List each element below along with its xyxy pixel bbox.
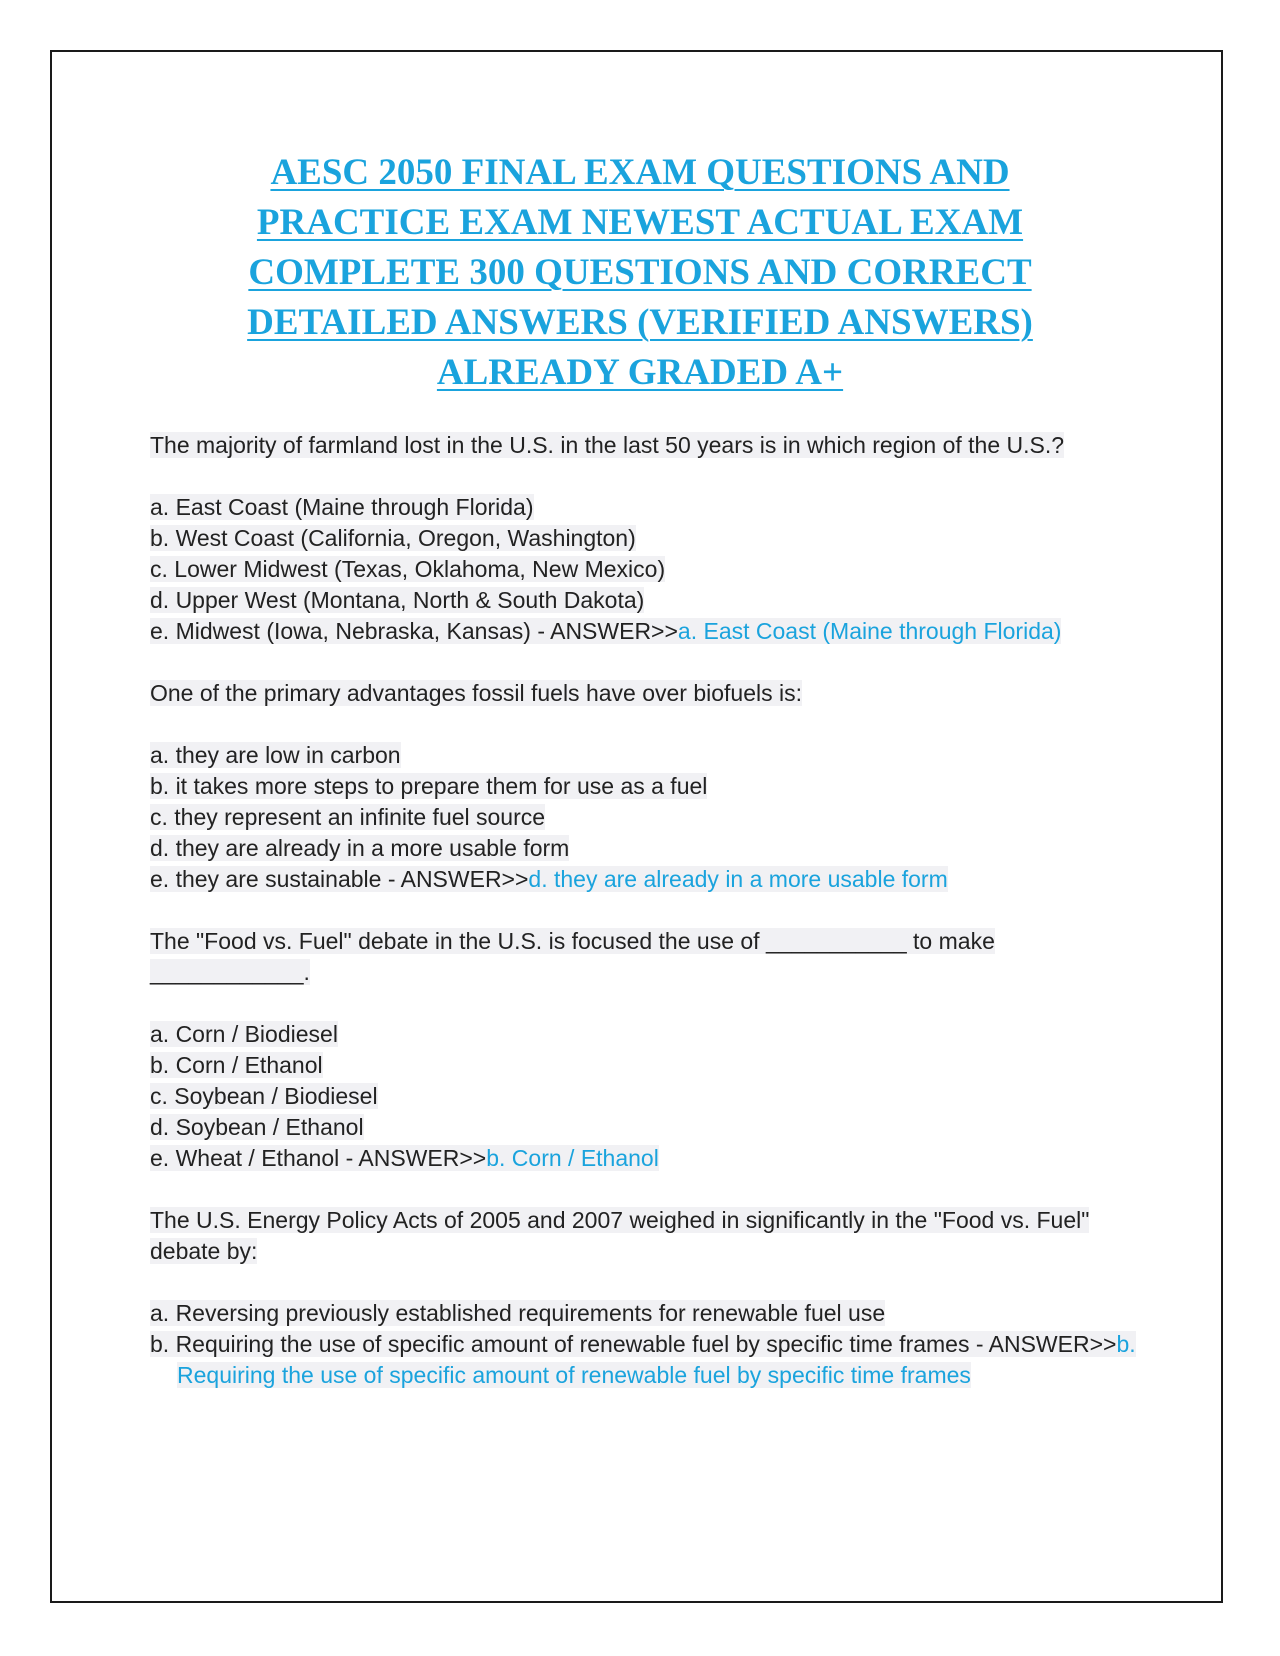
option: c. Soybean / Biodiesel (150, 1083, 378, 1109)
document-title (150, 148, 1130, 398)
question-list (150, 430, 1140, 1422)
option: a. Reversing previously established requirements for renewable fuel use (150, 1300, 886, 1326)
title-line-1: AESC 2050 FINAL EXAM QUESTIONS AND (270, 152, 1010, 193)
option-with-answer: e. Wheat / Ethanol - ANSWER>>b. Corn / Ethanol (150, 1145, 659, 1171)
answer-text: d. they are already in a more usable form (528, 866, 948, 892)
option: d. Soybean / Ethanol (150, 1114, 364, 1140)
question-text: The "Food vs. Fuel" debate in the U.S. is focused the use of ___________ to make ____________. (150, 928, 995, 985)
question-text: The U.S. Energy Policy Acts of 2005 and 2007 weighed in significantly in the "Food vs. Fuel" debate by: (150, 1207, 1090, 1264)
option-with-answer: e. Midwest (Iowa, Nebraska, Kansas) - ANSWER>>a. East Coast (Maine through Florida) (150, 618, 1062, 644)
option: d. they are already in a more usable form (150, 835, 570, 861)
option-with-answer: e. they are sustainable - ANSWER>>d. they are already in a more usable form (150, 866, 948, 892)
option: b. West Coast (California, Oregon, Washington) (150, 525, 636, 551)
option: a. they are low in carbon (150, 742, 401, 768)
title-line-4: DETAILED ANSWERS (VERIFIED ANSWERS) (247, 302, 1033, 343)
option: c. they represent an infinite fuel source (150, 804, 546, 830)
answer-text: a. East Coast (Maine through Florida) (677, 618, 1062, 644)
option-with-answer: b. Requiring the use of specific amount of renewable fuel by specific time frames - ANSWER>>b. Requiring the use of specific amount of renewable fuel by specific time frames (150, 1331, 1136, 1388)
question-block (150, 926, 1140, 1174)
question-block (150, 430, 1140, 647)
title-line-3: COMPLETE 300 QUESTIONS AND CORRECT (248, 252, 1032, 293)
question-text: The majority of farmland lost in the U.S. in the last 50 years is in which region of the U.S.? (150, 432, 1065, 458)
title-line-5: ALREADY GRADED A+ (436, 352, 844, 393)
answer-text: b. Corn / Ethanol (486, 1145, 659, 1171)
option: a. Corn / Biodiesel (150, 1021, 338, 1047)
title-line-2: PRACTICE EXAM NEWEST ACTUAL EXAM (256, 202, 1024, 243)
option: b. Corn / Ethanol (150, 1052, 323, 1078)
question-block (150, 678, 1140, 895)
question-text: One of the primary advantages fossil fuels have over biofuels is: (150, 680, 803, 706)
option: d. Upper West (Montana, North & South Dakota) (150, 587, 645, 613)
option: b. it takes more steps to prepare them for use as a fuel (150, 773, 708, 799)
option: c. Lower Midwest (Texas, Oklahoma, New Mexico) (150, 556, 666, 582)
answer-text: b. Requiring the use of specific amount of renewable fuel by specific time frames (177, 1331, 1136, 1388)
question-block (150, 1205, 1140, 1391)
option: a. East Coast (Maine through Florida) (150, 494, 534, 520)
